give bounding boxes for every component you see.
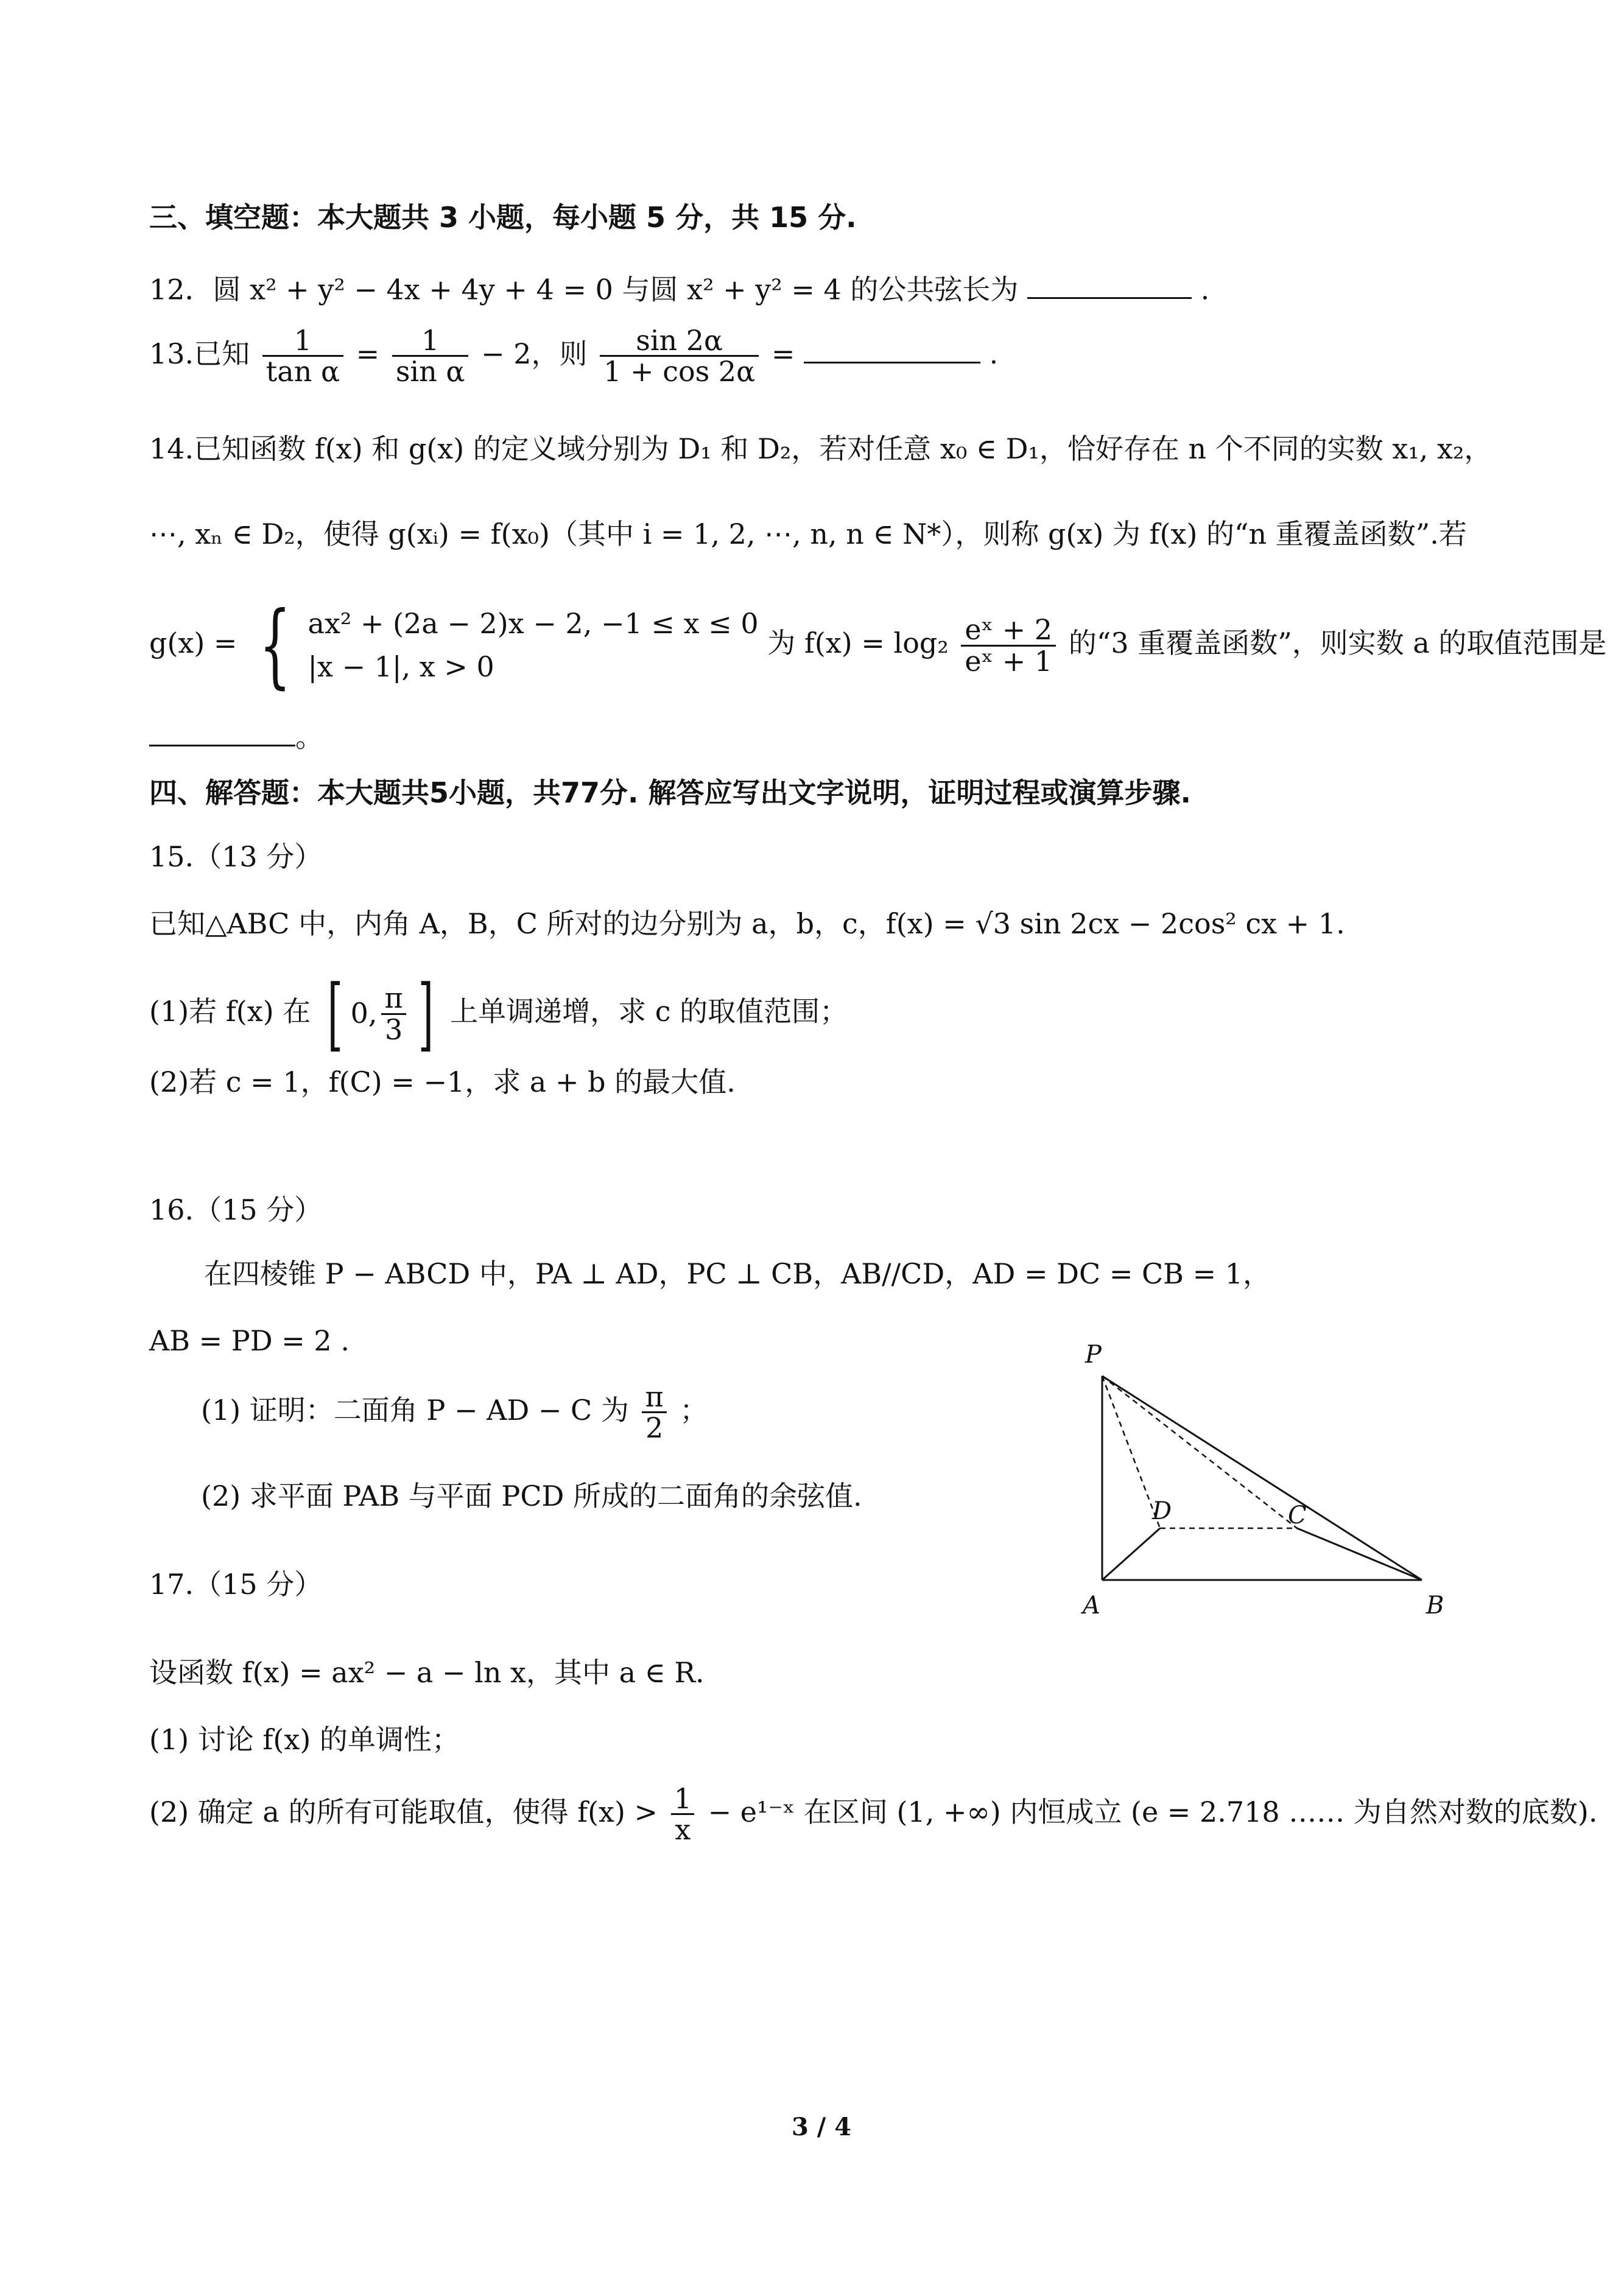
fraction-1-over-x	[670, 1784, 695, 1845]
fraction-denominator: 1 + cos 2α	[600, 355, 759, 386]
question-12-end: .	[1200, 273, 1210, 306]
fraction-sin2a-over-1pcos2a	[600, 326, 759, 387]
edge-AD	[1102, 1528, 1160, 1580]
fraction-1-over-sin	[392, 326, 469, 387]
question-14-line-4	[149, 715, 323, 754]
g-function-lhs: g(x) =	[149, 627, 237, 659]
question-17-part-1: (1) 讨论 f(x) 的单调性；	[149, 1723, 460, 1756]
question-14-line-1: 14.已知函数 f(x) 和 g(x) 的定义域分别为 D₁ 和 D₂，若对任意 x₀ ∈ D₁，恰好存在 n 个不同的实数 x₁, x₂，	[149, 432, 1492, 465]
pyramid-figure	[1078, 1333, 1468, 1632]
question-15-part-2: (2)若 c = 1，f(C) = −1，求 a + b 的最大值.	[149, 1065, 736, 1098]
edge-PD	[1102, 1376, 1160, 1528]
fraction-numerator: sin 2α	[636, 324, 723, 357]
right-bracket-icon: ]	[418, 967, 434, 1060]
question-16-stem-1: 在四棱锥 P − ABCD 中，PA ⊥ AD，PC ⊥ CB，AB//CD，AD = DC = CB = 1，	[204, 1257, 1271, 1290]
fraction-numerator: eˣ + 2	[965, 613, 1053, 647]
part-1-prefix: (1)若 f(x) 在	[149, 995, 311, 1028]
part-1-suffix: 上单调递增，求 c 的取值范围；	[450, 995, 848, 1028]
fraction-numerator: 1	[673, 1782, 692, 1815]
question-13-mid: − 2，则	[481, 337, 588, 370]
label-P: P	[1085, 1341, 1102, 1369]
answer-blank-13	[804, 332, 980, 363]
section-4-heading: 四、解答题：本大题共5小题，共77分. 解答应写出文字说明，证明过程或演算步骤.	[149, 776, 1191, 809]
fraction-denominator: sin α	[392, 355, 469, 386]
interval-bracket	[320, 967, 441, 1060]
interval-left: 0,	[350, 997, 378, 1030]
question-16-header: 16.（15 分）	[149, 1193, 323, 1226]
label-A: A	[1083, 1592, 1100, 1620]
question-15-header: 15.（13 分）	[149, 840, 323, 873]
edge-CB	[1297, 1528, 1422, 1580]
label-B: B	[1426, 1592, 1444, 1620]
part-2-prefix: (2) 确定 a 的所有可能取值，使得 f(x) >	[149, 1795, 658, 1828]
question-16-part-1	[201, 1382, 708, 1443]
left-bracket-icon: [	[327, 967, 343, 1060]
fraction-exp	[961, 615, 1056, 676]
part-1-prefix: (1) 证明：二面角 P − AD − C 为	[201, 1393, 629, 1427]
fraction-denominator: 3	[381, 1013, 406, 1044]
question-12	[149, 268, 1209, 306]
fraction-pi-over-2	[641, 1382, 667, 1443]
piecewise-brace	[246, 592, 759, 698]
question-15-stem: 已知△ABC 中，内角 A，B，C 所对的边分别为 a，b，c，f(x) = √3 sin 2cx − 2cos² cx + 1.	[149, 907, 1345, 940]
question-17-part-2	[149, 1784, 1597, 1845]
label-C: C	[1288, 1501, 1307, 1529]
question-14-end: 。	[295, 720, 323, 754]
part-1-suffix: ；	[680, 1393, 708, 1427]
piecewise-case-2: |x − 1|, x > 0	[308, 650, 494, 683]
answer-blank-14	[149, 715, 295, 746]
question-13-prefix: 13.已知	[149, 337, 250, 370]
piecewise-case-1: ax² + (2a − 2)x − 2, −1 ≤ x ≤ 0	[308, 606, 759, 640]
question-12-text: 12．圆 x² + y² − 4x + 4y + 4 = 0 与圆 x² + y² = 4 的公共弦长为	[149, 273, 1019, 306]
fraction-numerator: π	[645, 1380, 664, 1413]
left-brace-icon: {	[259, 592, 292, 698]
section-3-heading: 三、填空题：本大题共 3 小题，每小题 5 分，共 15 分.	[149, 201, 857, 234]
question-14-tail: 的“3 重覆盖函数”，则实数 a 的取值范围是	[1068, 627, 1607, 659]
part-2-suffix: − e¹⁻ˣ 在区间 (1, +∞) 内恒成立 (e = 2.718 …… 为自然对数的底数).	[708, 1795, 1598, 1828]
fraction-numerator: π	[384, 981, 403, 1015]
fraction-denominator: tan α	[262, 355, 343, 386]
fraction-numerator: 1	[294, 324, 312, 357]
question-13	[149, 326, 998, 387]
question-16-part-2: (2) 求平面 PAB 与平面 PCD 所成的二面角的余弦值.	[201, 1480, 862, 1512]
question-13-end: .	[989, 337, 999, 370]
question-15-part-1	[149, 967, 848, 1060]
question-14-line-3	[149, 592, 1607, 698]
question-14-line-2: ⋯, xₙ ∈ D₂，使得 g(xᵢ) = f(x₀)（其中 i = 1, 2, ⋯, n, n ∈ N*），则称 g(x) 为 f(x) 的“n 重覆盖函数”.若	[149, 518, 1467, 550]
answer-blank-12	[1027, 268, 1192, 299]
question-17-header: 17.（15 分）	[149, 1568, 323, 1601]
fraction-1-over-tan	[262, 326, 343, 387]
equals-sign: =	[356, 337, 380, 370]
question-16-stem-2: AB = PD = 2 .	[149, 1324, 350, 1357]
question-13-suffix: =	[771, 337, 795, 370]
fraction-denominator: eˣ + 1	[961, 645, 1056, 676]
f-function-log: 为 f(x) = log₂	[767, 627, 949, 659]
fraction-pi-over-3	[381, 983, 407, 1044]
label-D: D	[1152, 1497, 1172, 1525]
piecewise-cases	[308, 602, 759, 689]
page-number: 3 / 4	[792, 2113, 852, 2141]
fraction-denominator: 2	[642, 1411, 667, 1442]
question-17-stem: 设函数 f(x) = ax² − a − ln x，其中 a ∈ R.	[149, 1656, 705, 1689]
fraction-denominator: x	[671, 1813, 694, 1844]
edge-PB	[1102, 1376, 1422, 1580]
fraction-numerator: 1	[421, 324, 440, 357]
